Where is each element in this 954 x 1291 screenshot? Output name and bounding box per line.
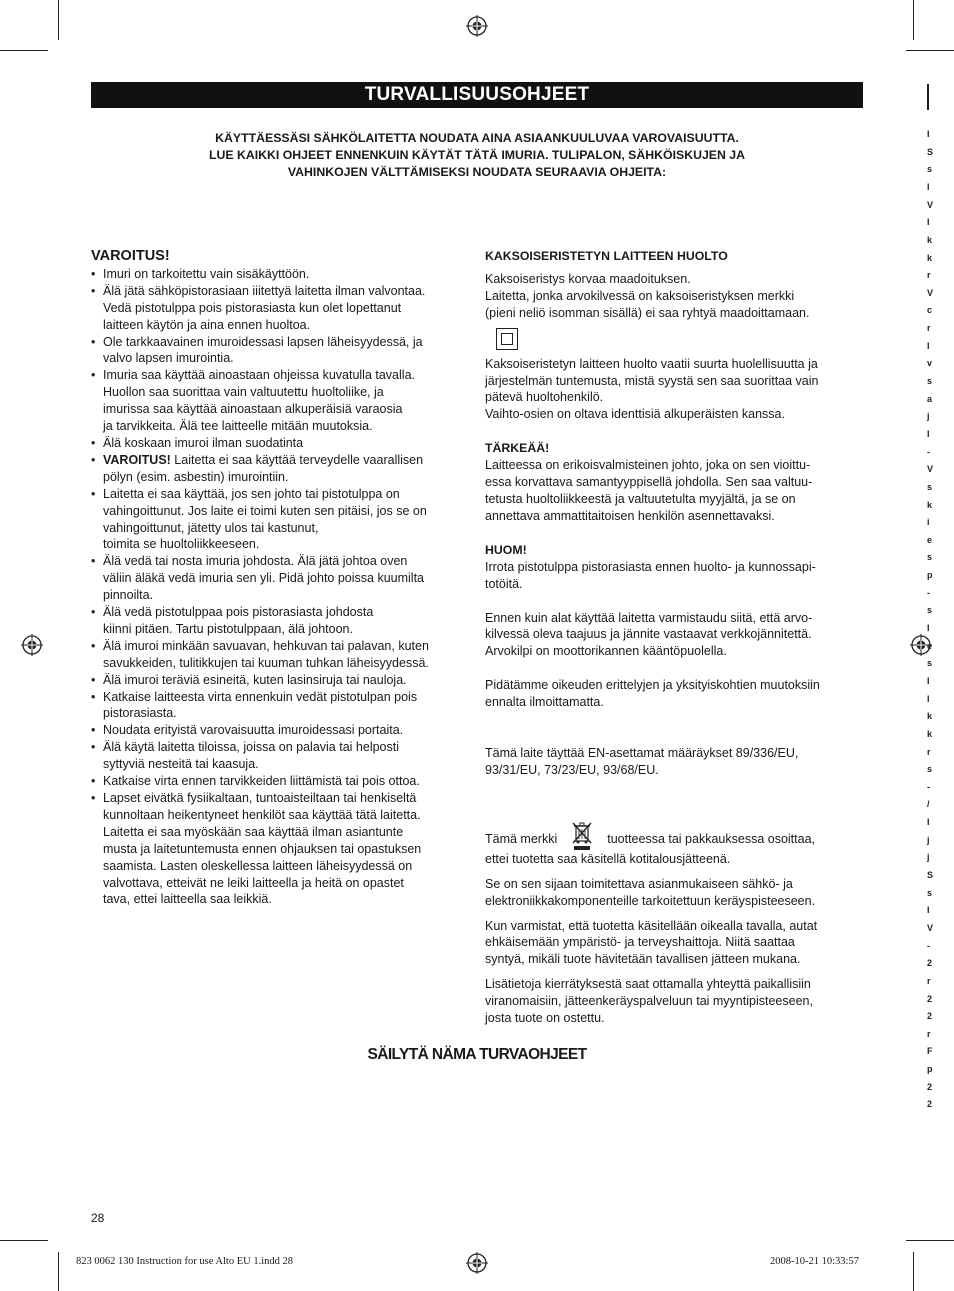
list-item: • Lapset eivätkä fysiikaltaan, tuntoaisteiltaan tai henkiseltä kunnoltaan heikentyneet henkilöt saa käyttää tätä laitetta. Laitetta ei saa myöskään saa käyttää ilman asiantunte musta ja laitetuntemusta ennen ohjauksen tai opastuksen saamista. Lasten oleskellessa laitteen läheisyydessä on valvottava, etteivät ne leiki laitteella ja heitä on opastet tava, ettei laitteella saa leikkiä. bbox=[91, 790, 471, 908]
list-item: • Älä koskaan imuroi ilman suodatinta bbox=[91, 435, 471, 452]
rights-text: Pidätämme oikeuden erittelyjen ja yksityiskohtien muutoksiin ennalta ilmoittamatta. bbox=[485, 678, 820, 710]
compliance-text: Tämä laite täyttää EN-asettamat määräykset 89/336/EU, 93/31/EU, 73/23/EU, 93/68/EU. bbox=[485, 746, 799, 777]
warning-list bbox=[91, 266, 471, 908]
edge-char: k bbox=[927, 711, 933, 721]
edge-char: s bbox=[927, 658, 933, 668]
registration-mark-icon bbox=[466, 15, 488, 37]
edge-char: e bbox=[927, 641, 933, 651]
intro-line: KÄYTTÄESSÄSI SÄHKÖLAITETTA NOUDATA AINA ASIAANKUULUVAA VAROVAISUUTTA. bbox=[215, 131, 739, 145]
edge-char: v bbox=[927, 358, 933, 368]
list-item: • Ole tarkkaavainen imuroidessasi lapsen läheisyydessä, ja valvo lapsen imurointia. bbox=[91, 334, 471, 368]
list-item: • Imuria saa käyttää ainoastaan ohjeissa kuvatulla tavalla. Huollon saa suorittaa vain valtuutettu huoltoliike, ja imurissa saa käyttää ainoastaan alkuperäisiä varaosia ja tarvikkeita. Älä tee laitteelle mitään muutoksia. bbox=[91, 367, 471, 435]
edge-char: s bbox=[927, 764, 933, 774]
intro-line: VAHINKOJEN VÄLTTÄMISEKSI NOUDATA SEURAAVIA OHJEITA: bbox=[287, 165, 667, 179]
list-item: • Älä imuroi minkään savuavan, hehkuvan tai palavan, kuten savukkeiden, tulitikkujen tai kuuman tuhkan läheisyydessä. bbox=[91, 638, 471, 672]
edge-char: F bbox=[927, 1046, 933, 1056]
edge-char: p bbox=[927, 1064, 933, 1074]
edge-char: V bbox=[927, 923, 934, 933]
crop-mark bbox=[913, 1252, 914, 1291]
crop-mark bbox=[58, 1252, 59, 1291]
edge-char: I bbox=[927, 217, 930, 227]
edge-char: r bbox=[927, 747, 931, 757]
important-text: Laitteessa on erikoisvalmisteinen johto, joka on sen vioittu- essa korvattava samantyyppisellä johdolla. Sen saa valtuu- tetusta huoltoliikkeestä ja valtuutetulta myyjältä, ja se on annettava ammattitaitoisen henkilön asennettavaksi. bbox=[485, 458, 813, 523]
crop-mark bbox=[0, 1240, 48, 1241]
footer-filename: 823 0062 130 Instruction for use Alto EU 1.indd 28 bbox=[76, 1256, 293, 1267]
double-insulation-text: Kaksoiseristys korvaa maadoituksen. Laitetta, jonka arvokilvessä on kaksoiseristyksen merkki (pieni neliö isomman sisällä) ei saa ryhtyä maadoittamaan. bbox=[485, 271, 810, 320]
weee-text-line2: ettei tuotetta saa käsitellä kotitalousjätteenä. bbox=[485, 851, 731, 866]
edge-char: k bbox=[927, 729, 933, 739]
edge-char: - bbox=[927, 941, 930, 951]
list-item: • Älä vedä tai nosta imuria johdosta. Älä jätä johtoa oven väliin äläkä vedä imuria sen yli. Pidä johto poissa kuumilta pinnoilta. bbox=[91, 553, 471, 604]
edge-char: S bbox=[927, 147, 934, 157]
intro-line: LUE KAIKKI OHJEET ENNENKUIN KÄYTÄT TÄTÄ IMURIA. TULIPALON, SÄHKÖISKUJEN JA bbox=[208, 148, 746, 162]
edge-char: 2 bbox=[927, 994, 933, 1004]
left-column bbox=[91, 248, 471, 908]
edge-char: i bbox=[927, 517, 930, 527]
registration-mark-icon bbox=[21, 634, 43, 656]
edge-char: r bbox=[927, 270, 931, 280]
important-heading: TÄRKEÄÄ! bbox=[485, 441, 550, 456]
edge-char: s bbox=[927, 552, 933, 562]
edge-char: p bbox=[927, 570, 933, 580]
edge-char: j bbox=[927, 411, 930, 421]
edge-char: V bbox=[927, 200, 934, 210]
right-column bbox=[485, 248, 865, 1027]
note-text: Irrota pistotulppa pistorasiasta ennen huolto- ja kunnossapi- totöitä. bbox=[485, 559, 816, 591]
weee-text-2: Se on sen sijaan toimitettava asianmukaiseen sähkö- ja elektroniikkakomponenteille tarkoitettuun keräyspisteeseen. bbox=[485, 876, 816, 908]
crop-mark bbox=[58, 0, 59, 40]
edge-char: - bbox=[927, 588, 930, 598]
list-item: • Älä vedä pistotulppaa pois pistorasiasta johdosta kiinni pitäen. Tartu pistotulppaan, älä johtoon. bbox=[91, 604, 471, 638]
edge-char: I bbox=[927, 182, 930, 192]
edge-char: I bbox=[927, 905, 930, 915]
edge-char: I bbox=[927, 694, 930, 704]
weee-text-4: Lisätietoja kierrätyksestä saat ottamalla yhteyttä paikallisiin viranomaisiin, jätteenkeräyspalveluun tai myyntipisteeseen, josta tuote on ostettu. bbox=[485, 977, 813, 1026]
double-insulation-symbol-icon bbox=[496, 328, 518, 350]
double-insulation-service-text: Kaksoiseristetyn laitteen huolto vaatii suurta huolellisuutta ja järjestelmän tuntemusta, mistä syystä sen saa suorittaa vain pätevä huoltohenkilö. Vaihto-osien on oltava identtisiä alkuperäisten kanssa. bbox=[485, 356, 819, 422]
list-item: • Katkaise laitteesta virta ennenkuin vedät pistotulpan pois pistorasiasta. bbox=[91, 689, 471, 723]
edge-char: 2 bbox=[927, 1099, 933, 1109]
edge-char: / bbox=[927, 799, 930, 809]
weee-line bbox=[485, 821, 865, 851]
edge-char: k bbox=[927, 500, 933, 510]
crop-mark bbox=[906, 50, 954, 51]
edge-char: - bbox=[927, 447, 930, 457]
list-item: • Katkaise virta ennen tarvikkeiden liittämistä tai pois ottoa. bbox=[91, 773, 471, 790]
edge-char: I bbox=[927, 129, 930, 139]
crop-mark bbox=[913, 0, 914, 40]
crop-mark bbox=[927, 84, 929, 110]
edge-char: c bbox=[927, 305, 933, 315]
list-item: • Laitetta ei saa käyttää, jos sen johto tai pistotulppa on vahingoittunut. Jos laite ei toimi kuten sen pitäisi, jos se on vahingoittunut, jätetty ulos tai kastunut, toimita se huoltoliikkeeseen. bbox=[91, 486, 471, 554]
edge-char: 2 bbox=[927, 1082, 933, 1092]
list-item: • Älä imuroi teräviä esineitä, kuten lasinsiruja tai nauloja. bbox=[91, 672, 471, 689]
edge-char: j bbox=[927, 852, 930, 862]
edge-char: s bbox=[927, 605, 933, 615]
edge-char: - bbox=[927, 782, 930, 792]
edge-char: s bbox=[927, 888, 933, 898]
edge-char: S bbox=[927, 870, 934, 880]
edge-char: e bbox=[927, 535, 933, 545]
save-instructions: SÄILYTÄ NÄMA TURVAOHJEET bbox=[367, 1046, 587, 1063]
crop-mark bbox=[0, 50, 48, 51]
list-item: • Älä jätä sähköpistorasiaan iiitettyä laitetta ilman valvontaa. Vedä pistotulppa pois pistorasiasta kun olet lopettanut laitteen käytön ja aina ennen huoltoa. bbox=[91, 283, 471, 334]
list-item: • Älä käytä laitetta tiloissa, joissa on palavia tai helposti syttyviä nesteitä tai kaasuja. bbox=[91, 739, 471, 773]
note-heading: HUOM! bbox=[485, 542, 527, 557]
weee-text-pre: Tämä merkki bbox=[485, 831, 558, 846]
edge-char: I bbox=[927, 623, 930, 633]
warning-heading: VAROITUS! bbox=[91, 248, 170, 264]
edge-char: V bbox=[927, 288, 934, 298]
crop-mark bbox=[906, 1240, 954, 1241]
voltage-text: Ennen kuin alat käyttää laitetta varmistaudu siitä, että arvo- kilvessä oleva taajuus ja jännite vastaavat verkkojännitettä. Arvokilpi on moottorikannen kääntöpuolella. bbox=[485, 610, 813, 659]
crossed-bin-icon bbox=[571, 821, 593, 851]
edge-char: r bbox=[927, 976, 931, 986]
double-insulation-heading: KAKSOISERISTETYN LAITTEEN HUOLTO bbox=[485, 249, 728, 263]
edge-char: I bbox=[927, 817, 930, 827]
list-item: • Imuri on tarkoitettu vain sisäkäyttöön. bbox=[91, 266, 471, 283]
edge-char: j bbox=[927, 835, 930, 845]
edge-char: r bbox=[927, 1029, 931, 1039]
edge-char: I bbox=[927, 341, 930, 351]
list-item bbox=[91, 452, 471, 486]
edge-char: I bbox=[927, 676, 930, 686]
edge-char: s bbox=[927, 482, 933, 492]
edge-char: 2 bbox=[927, 1011, 933, 1021]
edge-char: k bbox=[927, 235, 933, 245]
edge-char: s bbox=[927, 376, 933, 386]
registration-mark-icon bbox=[466, 1252, 488, 1274]
list-item-text: Laitetta ei saa käyttää terveydelle vaarallisen pölyn (esim. asbestin) imurointiin. bbox=[103, 452, 424, 484]
footer-timestamp: 2008-10-21 10:33:57 bbox=[770, 1256, 859, 1267]
edge-char: r bbox=[927, 323, 931, 333]
page-number: 28 bbox=[91, 1211, 105, 1225]
edge-char: 2 bbox=[927, 958, 933, 968]
weee-text-3: Kun varmistat, että tuotetta käsitellään oikealla tavalla, autat ehkäisemään ympäristö- ja terveyshaittoja. Niitä saattaa syntyä, mikäli tuote hävitetään tavallisen jätteen mukana. bbox=[485, 918, 818, 967]
warning-label: VAROITUS! bbox=[103, 452, 171, 467]
edge-char: a bbox=[927, 394, 933, 404]
edge-char: I bbox=[927, 429, 930, 439]
list-item: • Noudata erityistä varovaisuutta imuroidessasi portaita. bbox=[91, 722, 471, 739]
intro-warning bbox=[120, 130, 834, 181]
edge-char: V bbox=[927, 464, 934, 474]
edge-char: s bbox=[927, 164, 933, 174]
edge-char: k bbox=[927, 253, 933, 263]
page-title: TURVALLISUUSOHJEET bbox=[91, 82, 863, 108]
weee-text-post: tuotteessa tai pakkauksessa osoittaa, bbox=[607, 831, 815, 846]
next-page-edge bbox=[927, 130, 939, 1120]
